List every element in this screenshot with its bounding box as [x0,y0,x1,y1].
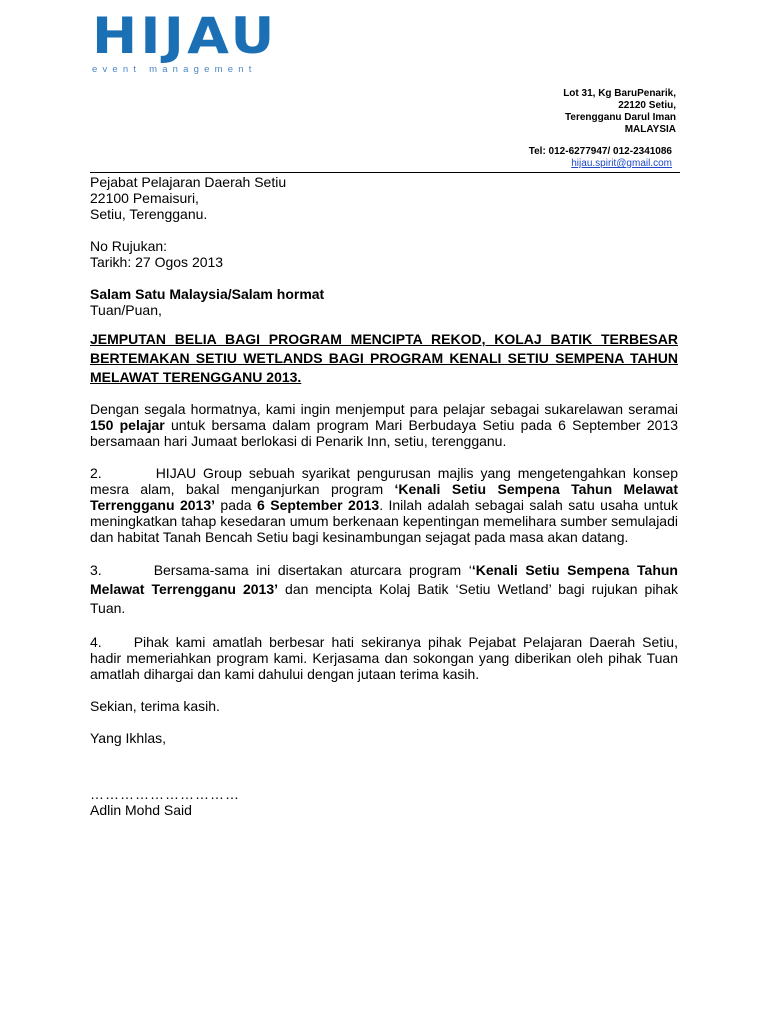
address-line: Terengganu Darul Iman [565,112,676,123]
paragraph-number: 4. [90,634,102,650]
greeting: Salam Satu Malaysia/Salam hormat [90,286,325,302]
letter-title [90,330,678,387]
recipient-line: Setiu, Terengganu. [90,206,208,222]
text-run: dan mencipta Kolaj Batik ‘Setiu Wetland’ bagi rujukan pihak Tuan. [90,581,679,616]
letter-date: Tarikh: 27 Ogos 2013 [90,254,224,270]
paragraph-2 [90,465,678,545]
text-run: Bersama-sama ini disertakan aturcara program ‘ [153,562,472,578]
logo-tagline: event management [92,64,257,75]
email-link[interactable]: hijau.spirit@gmail.com [571,158,672,169]
text-run-bold: ‘Kenali Setiu Sempena Tahun Melawat Terrengganu 2013’ [90,562,678,597]
recipient-line: 22100 Pemaisuri, [90,190,199,206]
text-run-bold: ‘Kenali Setiu Sempena Tahun Melawat Terrengganu 2013’ [90,481,679,513]
text-run-bold: 150 pelajar [90,417,165,433]
text-run-bold: 6 September 2013 [257,497,380,513]
addressee: Tuan/Puan, [90,302,162,318]
paragraph-number: 2. [90,465,102,481]
text-run: Dengan segala hormatnya, kami ingin menjemput para pelajar sebagai sukarelawan seramai [90,401,678,417]
telephone: Tel: 012-6277947/ 012-2341086 [528,146,672,157]
address-line: 22120 Setiu, [618,100,676,111]
text-run: untuk bersama dalam program Mari Berbudaya Setiu pada 6 September 2013 bersamaan hari Jumaat berlokasi di Penarik Inn, setiu, terengganu. [90,417,679,449]
letter-body [90,174,678,818]
logo-wordmark: HIJAU [92,7,278,65]
contact-block [529,146,672,170]
recipient-line: Pejabat Pelajaran Daerah Setiu [90,174,287,190]
title-line: MELAWAT TERENGGANU 2013. [90,369,302,385]
title-line: BERTEMAKAN SETIU WETLANDS BAGI PROGRAM KENALI SETIU SEMPENA TAHUN [90,350,678,366]
text-run: HIJAU Group sebuah syarikat pengurusan majlis yang mengetengahkan konsep mesra alam, bakal menganjurkan program [90,465,678,497]
address-line: MALAYSIA [624,124,676,135]
closing-regards: Yang Ikhlas, [90,730,167,746]
sender-address [563,88,676,136]
paragraph-number: 3. [90,562,102,578]
recipient-address [90,174,678,222]
header-divider [90,172,680,173]
closing-thanks: Sekian, terima kasih. [90,698,220,714]
text-run: . Inilah adalah sebagai salah satu usaha untuk meningkatkan tahap kesedaran umum berkenaan kepentingan memelihara sumber semulajadi dan habitat Tanah Bencah Setiu bagi kesinambungan sejagat pada masa akan datang. [90,497,678,545]
company-logo [92,7,292,75]
paragraph-3 [90,561,678,618]
address-line: Lot 31, Kg BaruPenarik, [563,88,676,99]
signer-name: Adlin Mohd Said [90,802,192,818]
reference-number: No Rujukan: [90,238,168,254]
text-run: Pihak kami amatlah berbesar hati sekiranya pihak Pejabat Pelajaran Daerah Setiu, hadir memeriahkan program kami. Kerjasama dan sokongan yang diberikan oleh pihak Tuan amatlah dihargai dan kami dahului dengan jutaan terima kasih. [90,634,678,682]
paragraph-1 [90,401,678,449]
title-line: JEMPUTAN BELIA BAGI PROGRAM MENCIPTA REKOD, KOLAJ BATIK TERBESAR [90,331,678,347]
signature-line: ………………………… [90,786,240,802]
text-run: pada [215,497,258,513]
paragraph-4 [90,634,678,682]
